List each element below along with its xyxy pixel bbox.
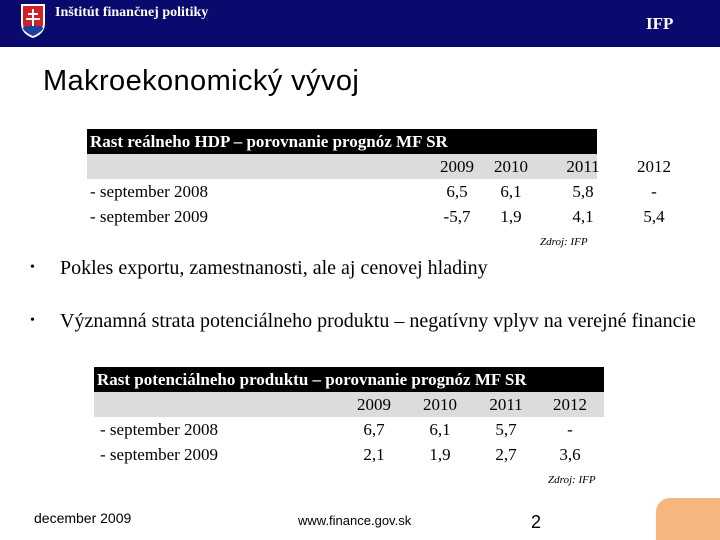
- value-cell: 5,7: [495, 420, 517, 439]
- value-cell: -: [567, 420, 573, 439]
- bullet-item: [30, 256, 690, 280]
- table-caption: Rast reálneho HDP – porovnanie prognóz MF SR: [87, 129, 597, 154]
- row-label: - september 2009: [90, 207, 209, 226]
- table-caption: Rast potenciálneho produktu – porovnanie prognóz MF SR: [94, 367, 604, 392]
- value-cell: 1,9: [429, 445, 451, 464]
- bullet-icon: •: [30, 260, 35, 275]
- row-label: - september 2008: [90, 182, 209, 201]
- value-cell: 6,5: [446, 182, 468, 201]
- value-cell: 5,4: [643, 207, 665, 226]
- source-note: Zdroj: IFP: [548, 474, 596, 486]
- year-cell: 2012: [553, 395, 587, 414]
- year-cell: 2011: [566, 157, 600, 176]
- corner-decoration: [656, 498, 720, 540]
- year-cell: 2012: [637, 157, 671, 176]
- header-bar: [0, 0, 720, 47]
- value-cell: 3,6: [559, 445, 581, 464]
- source-note: Zdroj: IFP: [540, 236, 588, 248]
- institution-name: Inštitút finančnej politiky: [55, 5, 209, 20]
- table-row: [87, 204, 665, 229]
- value-cell: 1,9: [500, 207, 522, 226]
- table-row: [87, 179, 657, 204]
- table-row: [94, 442, 604, 467]
- page-number: 2: [531, 512, 542, 532]
- slide-title: Makroekonomický vývoj: [43, 65, 360, 97]
- bullet-icon: •: [30, 313, 35, 328]
- value-cell: 6,7: [363, 420, 385, 439]
- bullet-text: Významná strata potenciálneho produktu – negatívny vplyv na verejné financie: [60, 310, 696, 332]
- value-cell: 4,1: [572, 207, 594, 226]
- year-cell: 2009: [357, 395, 391, 414]
- value-cell: -5,7: [443, 207, 471, 226]
- value-cell: 5,8: [572, 182, 594, 201]
- potential-output-table: [94, 367, 604, 467]
- value-cell: 6,1: [429, 420, 451, 439]
- bullet-item: [30, 309, 700, 333]
- value-cell: 6,1: [500, 182, 522, 201]
- year-cell: 2009: [440, 157, 474, 176]
- table-year-row: [87, 154, 671, 179]
- row-label: - september 2009: [100, 445, 219, 464]
- footer-date: december 2009: [34, 510, 132, 526]
- bullet-text: Pokles exportu, zamestnanosti, ale aj cenovej hladiny: [60, 257, 488, 279]
- table-row: [94, 417, 604, 442]
- value-cell: -: [651, 182, 657, 201]
- row-label: - september 2008: [100, 420, 219, 439]
- value-cell: 2,7: [495, 445, 517, 464]
- year-cell: 2010: [494, 157, 528, 176]
- gdp-forecast-table: [87, 129, 671, 229]
- year-cell: 2010: [423, 395, 457, 414]
- footer-website: www.finance.gov.sk: [298, 513, 412, 528]
- institution-abbreviation: IFP: [646, 14, 674, 33]
- slovak-coat-of-arms-icon: [20, 3, 46, 39]
- table-year-row: [94, 392, 604, 417]
- value-cell: 2,1: [363, 445, 385, 464]
- year-cell: 2011: [489, 395, 523, 414]
